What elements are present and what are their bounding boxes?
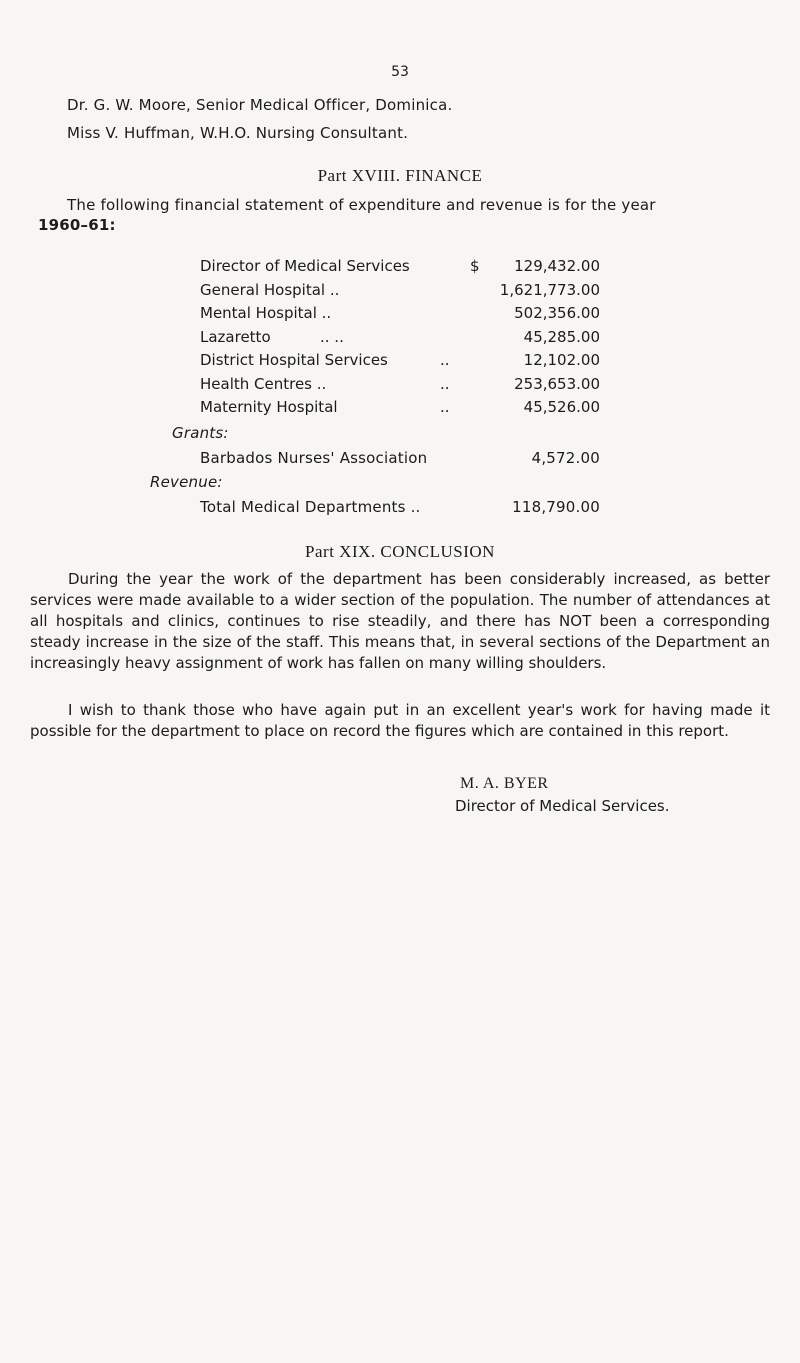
item-amount: 502,356.00 (514, 304, 600, 322)
staff-line-moore: Dr. G. W. Moore, Senior Medical Officer, Dominica. (67, 96, 453, 114)
item-label: District Hospital Services (200, 351, 388, 369)
grants-label: Grants: (172, 424, 229, 442)
item-label: Director of Medical Services (200, 257, 410, 275)
finance-year: 1960–61: (38, 216, 116, 234)
table-row (200, 375, 600, 399)
signature-name: M. A. BYER (460, 775, 549, 792)
conclusion-paragraph-2: I wish to thank those who have again put in an excellent year's work for having made it possible for the department to place on record the figures which are contained in this report. (30, 701, 770, 740)
item-amount: 129,432.00 (514, 257, 600, 275)
table-row (200, 281, 600, 305)
item-label: Lazaretto (200, 327, 271, 346)
finance-table (200, 257, 600, 422)
item-label: General Hospital .. (200, 280, 340, 299)
finance-intro: The following financial statement of expenditure and revenue is for the year (67, 196, 656, 214)
leader-dots: .. (440, 398, 450, 416)
staff-line-huffman: Miss V. Huffman, W.H.O. Nursing Consultant. (67, 124, 409, 142)
conclusion-heading: Part XIX. CONCLUSION (305, 542, 495, 561)
revenue-item-amount: 118,790.00 (512, 498, 600, 516)
table-row (200, 398, 600, 422)
grants-item-amount: 4,572.00 (531, 449, 600, 467)
revenue-label: Revenue: (150, 473, 223, 491)
item-label: Health Centres .. (200, 374, 327, 393)
table-row (200, 328, 600, 352)
currency-symbol: $ (470, 257, 480, 275)
conclusion-paragraph-1: During the year the work of the department has been considerably increased, as better services were made available to a wider section of the population. The number of attendances at all hospitals and clinics, continues to rise steadily, and there has NOT been a corresponding steady increase in the size of the staff. This means that, in several sections of the Department an increasingly heavy assignment of work has fallen on many willing shoulders. (30, 570, 770, 672)
table-row (200, 351, 600, 375)
leader-dots: .. .. (320, 327, 344, 346)
table-row (200, 257, 600, 281)
page-number: 53 (391, 64, 409, 80)
signature-title: Director of Medical Services. (455, 797, 670, 815)
item-amount: 12,102.00 (523, 351, 600, 369)
item-amount: 1,621,773.00 (499, 280, 600, 299)
item-label: Maternity Hospital (200, 398, 338, 416)
leader-dots: .. (440, 374, 450, 393)
finance-heading: Part XVIII. FINANCE (317, 166, 483, 185)
item-amount: 45,526.00 (523, 398, 600, 416)
item-amount: 253,653.00 (514, 374, 600, 393)
item-amount: 45,285.00 (523, 327, 600, 346)
item-label: Mental Hospital .. (200, 304, 332, 322)
revenue-item-label: Total Medical Departments .. (200, 498, 421, 516)
leader-dots: .. (440, 351, 450, 369)
table-row (200, 304, 600, 328)
grants-item-label: Barbados Nurses' Association (200, 449, 428, 467)
